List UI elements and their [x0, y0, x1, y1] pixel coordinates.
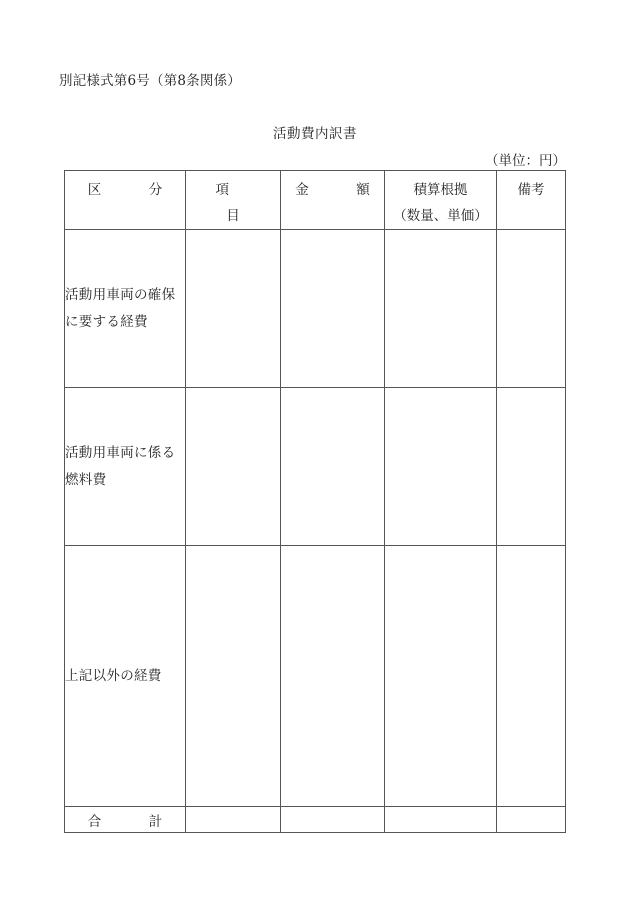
header-basis-line2: （数量、単価）	[393, 208, 488, 224]
table-row	[65, 388, 566, 546]
row-label-vehicle-securing: 活動用車両の確保に要する経費	[65, 230, 186, 388]
cell-remarks[interactable]	[497, 388, 566, 546]
total-cell-basis[interactable]	[385, 807, 497, 833]
document-title: 活動費内訳書	[273, 126, 357, 142]
row-label-other-expenses: 上記以外の経費	[65, 546, 186, 807]
cell-amount[interactable]	[281, 546, 385, 807]
total-label: 合 計	[65, 807, 186, 833]
table-row	[65, 546, 566, 807]
header-amount: 金 額	[281, 171, 385, 230]
cell-basis[interactable]	[385, 230, 497, 388]
cell-item[interactable]	[186, 230, 281, 388]
cell-amount[interactable]	[281, 388, 385, 546]
cell-basis[interactable]	[385, 388, 497, 546]
cell-basis[interactable]	[385, 546, 497, 807]
header-item: 項 目	[186, 171, 281, 230]
total-cell-remarks[interactable]	[497, 807, 566, 833]
cell-remarks[interactable]	[497, 546, 566, 807]
header-remarks: 備考	[497, 171, 566, 230]
table-row	[65, 230, 566, 388]
row-label-vehicle-fuel: 活動用車両に係る燃料費	[65, 388, 186, 546]
header-basis-line1: 積算根拠	[413, 182, 468, 198]
header-category: 区 分	[65, 171, 186, 230]
cell-remarks[interactable]	[497, 230, 566, 388]
unit-note: （単位：円）	[485, 153, 566, 169]
cell-amount[interactable]	[281, 230, 385, 388]
table-header-row	[65, 171, 566, 230]
total-row	[65, 807, 566, 833]
total-cell-item[interactable]	[186, 807, 281, 833]
form-number-label: 別記様式第6号（第8条関係）	[59, 73, 241, 89]
header-calculation-basis	[385, 171, 497, 230]
total-cell-amount[interactable]	[281, 807, 385, 833]
cell-item[interactable]	[186, 388, 281, 546]
expense-breakdown-table	[64, 170, 566, 833]
cell-item[interactable]	[186, 546, 281, 807]
